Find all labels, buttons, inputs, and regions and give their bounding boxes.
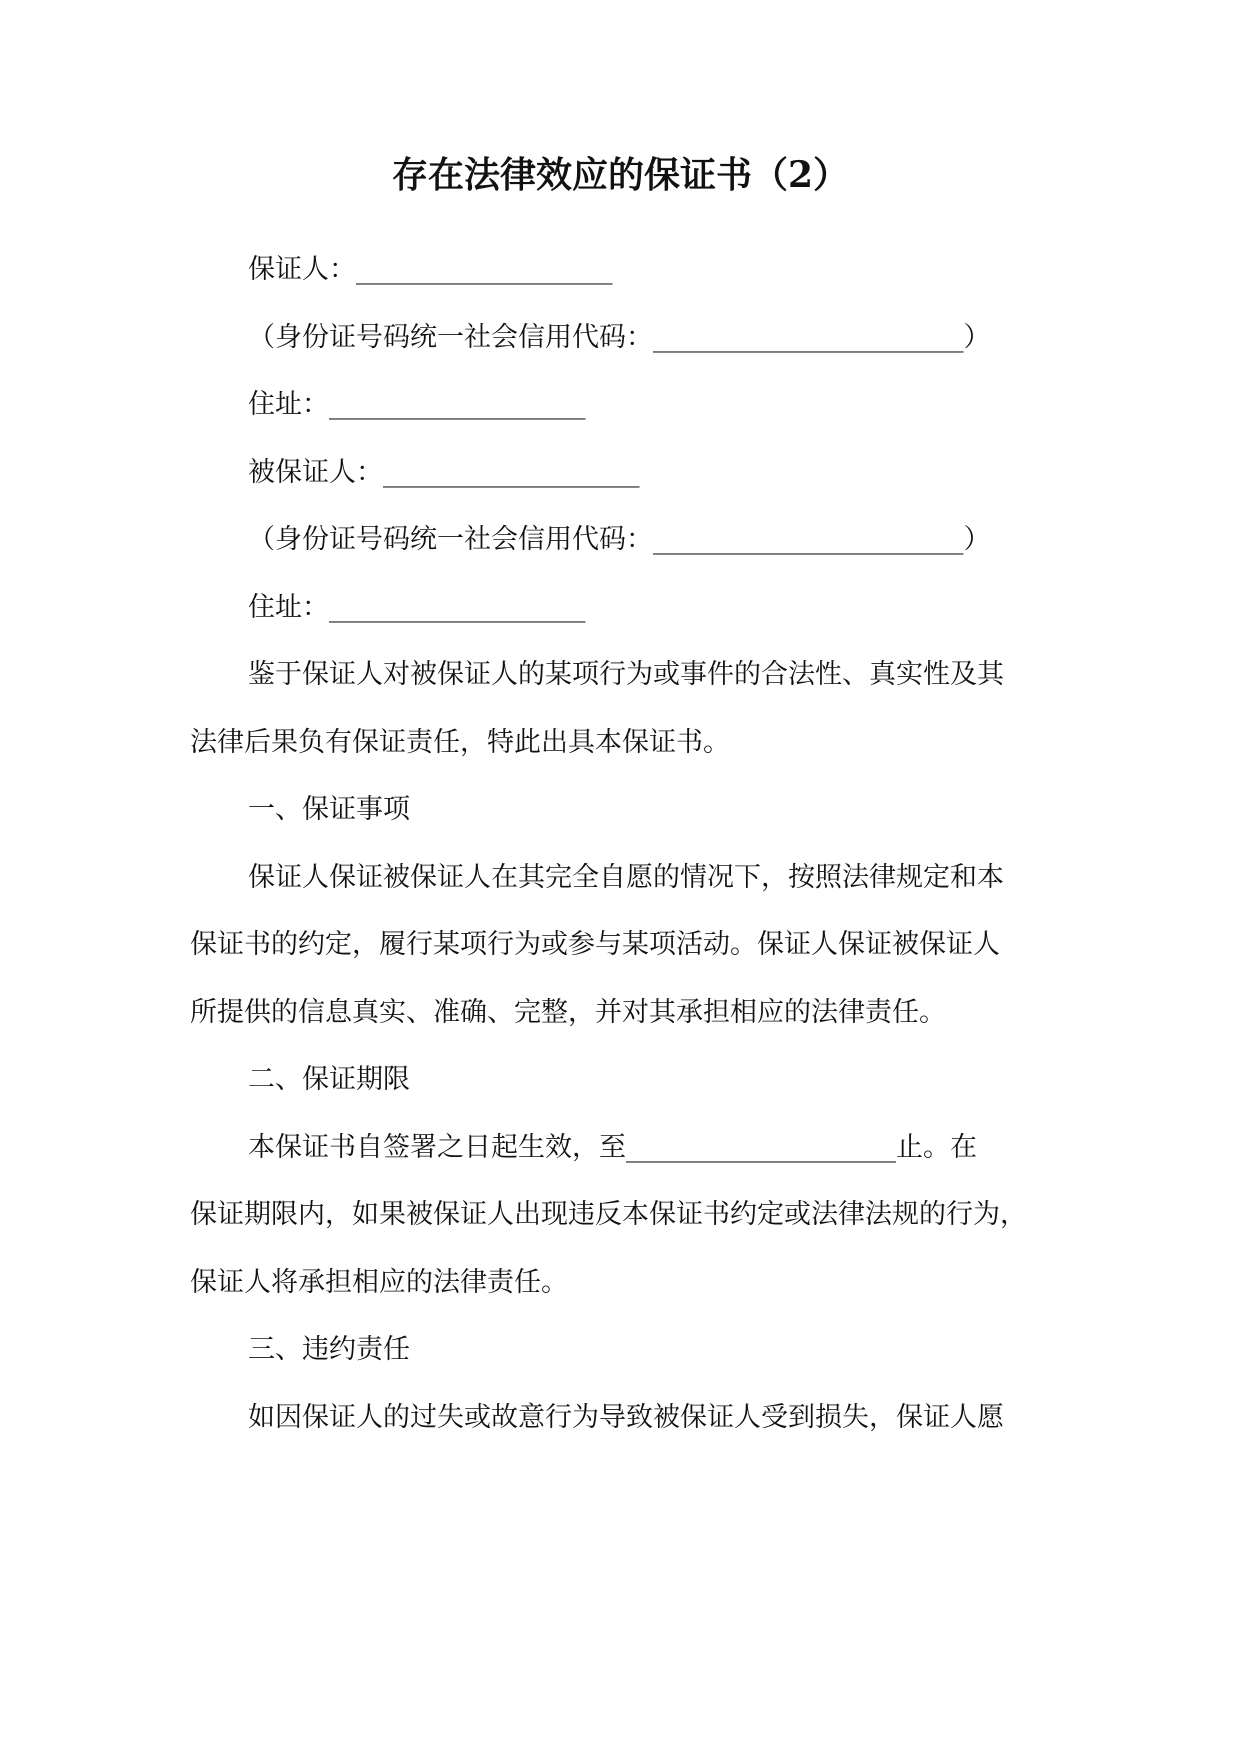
guaranteed-party-field: 被保证人：___________________	[248, 457, 640, 488]
section-2-heading: 二、保证期限	[248, 1064, 410, 1095]
guarantor-id-field: （身份证号码统一社会信用代码：_______________________）	[248, 322, 991, 353]
guarantor-address-field: 住址：___________________	[248, 389, 586, 420]
document-title: 存在法律效应的保证书（2）	[391, 154, 850, 196]
section-2-line-1: 本保证书自签署之日起生效，至____________________止。在	[248, 1132, 977, 1163]
preamble-line-1: 鉴于保证人对被保证人的某项行为或事件的合法性、真实性及其	[248, 659, 1004, 690]
section-3-heading: 三、违约责任	[248, 1334, 410, 1365]
section-3-line-1: 如因保证人的过失或故意行为导致被保证人受到损失，保证人愿	[248, 1402, 1004, 1433]
preamble-line-2: 法律后果负有保证责任，特此出具本保证书。	[190, 727, 730, 758]
section-1-line-3: 所提供的信息真实、准确、完整，并对其承担相应的法律责任。	[190, 997, 946, 1028]
guarantor-field: 保证人：___________________	[248, 254, 613, 285]
section-1-heading: 一、保证事项	[248, 794, 410, 825]
guaranteed-party-id-field: （身份证号码统一社会信用代码：_______________________）	[248, 524, 991, 555]
section-2-line-2: 保证期限内，如果被保证人出现违反本保证书约定或法律法规的行为，	[190, 1199, 1027, 1230]
section-1-line-2: 保证书的约定，履行某项行为或参与某项活动。保证人保证被保证人	[190, 929, 1000, 960]
section-2-line-3: 保证人将承担相应的法律责任。	[190, 1267, 568, 1298]
guaranteed-party-address-field: 住址：___________________	[248, 592, 586, 623]
section-1-line-1: 保证人保证被保证人在其完全自愿的情况下，按照法律规定和本	[248, 862, 1004, 893]
